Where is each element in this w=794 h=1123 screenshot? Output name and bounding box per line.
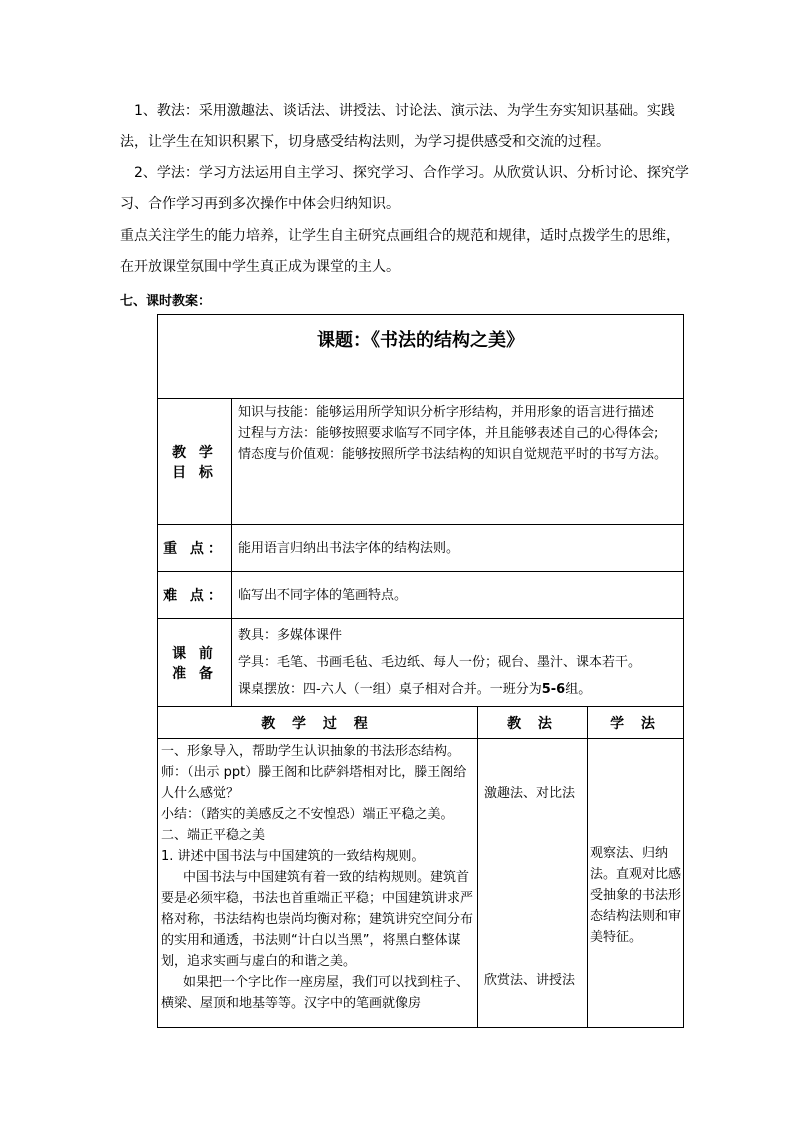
focus-text: 重点关注学生的能力培养，让学生自主研究点画组合的规范和规律，适时点拨学生的思维，在开放课堂氛围中学生真正成为课堂的主人。: [120, 228, 680, 275]
learning-method-text: 2、学法：学习方法运用自主学习、探究学习、合作学习。从欣赏认识、分析讨论、探究学习、合作学习再到多次操作中体会归纳知识。: [120, 165, 689, 212]
process-line: 二、端正平稳之美: [161, 828, 266, 843]
teaching-method-header: 教 法: [478, 707, 588, 739]
lesson-title: 课题：《书法的结构之美》: [158, 315, 684, 399]
goals-label-line2: 目 标: [172, 464, 217, 481]
learning-method-paragraph: [120, 158, 690, 220]
process-header: 教 学 过 程: [158, 707, 478, 739]
preparation-label: [158, 619, 232, 707]
preparation-label-line2: 准 备: [172, 665, 217, 682]
process-content: [158, 739, 478, 1028]
difficulty-text: 临写出不同字体的笔画特点。: [232, 572, 684, 619]
teaching-method-cell: [478, 739, 588, 1028]
learning-method-cell: [588, 739, 684, 1028]
goals-label-line1: 教 学: [172, 444, 217, 461]
process-line: 小结：（踏实的美感反之不安惶恐）端正平稳之美。: [161, 807, 454, 822]
key-point-label: 重 点：: [158, 525, 232, 572]
desk-arrangement: [238, 676, 677, 703]
process-paragraph: 中国书法与中国建筑有着一致的结构规则。建筑首要是必须牢稳，书法也首重端正平稳；中国建筑讲求严格对称，书法结构也崇尚均衡对称；建筑讲究空间分布的实用和通透，书法则“计白以当黑”，将黑白整体谋划，追求实画与虚白的和谐之美。: [161, 870, 474, 969]
learning-method-header: 学 法: [588, 707, 684, 739]
preparation-label-line1: 课 前: [172, 645, 217, 662]
process-paragraph: 如果把一个字比作一座房屋，我们可以找到柱子、横梁、屋顶和地基等等。汉字中的笔画就像房: [161, 975, 470, 1011]
teaching-method-item: 激趣法、对比法: [484, 786, 576, 801]
process-line: 1. 讲述中国书法与中国建筑的一致结构规则。: [161, 849, 425, 864]
teaching-method-text: 1、教法：采用激趣法、谈话法、讲授法、讨论法、演示法、为学生夯实知识基础。实践法，让学生在知识积累下，切身感受结构法则，为学习提供感受和交流的过程。: [120, 103, 675, 150]
desk-suffix: 组。: [565, 682, 592, 697]
teaching-method-paragraph: [120, 96, 690, 158]
teaching-method-item: 欣赏法、讲授法: [484, 973, 576, 988]
teacher-tools: 教具：多媒体课件: [238, 628, 343, 643]
process-line: 师：（出示 ppt）滕王阁和比萨斜塔相对比，滕王阁给人什么感觉？: [161, 765, 467, 801]
difficulty-label: 难 点：: [158, 572, 232, 619]
goals-content: [232, 399, 684, 525]
lesson-plan-table: [157, 314, 684, 1028]
desk-prefix: 课桌摆放：四-六人（一组）桌子相对合并。一班分为: [238, 682, 542, 697]
desk-groups: 5-6: [541, 682, 566, 697]
goal-emotion: 情态度与价值观：能够按照所学书法结构的知识自觉规范平时的书写方法。: [238, 447, 668, 462]
process-line: 一、形象导入，帮助学生认识抽象的书法形态结构。: [161, 744, 461, 759]
goals-label: [158, 399, 232, 525]
goal-process: 过程与方法：能够按照要求临写不同字体，并且能够表述自己的心得体会;: [238, 426, 659, 441]
focus-paragraph: [120, 221, 690, 283]
student-tools: 学具：毛笔、书画毛毡、毛边纸、每人一份；砚台、墨汁、课本若干。: [238, 655, 642, 670]
preparation-content: [232, 619, 684, 707]
learning-method-text: 观察法、归纳法。直观对比感受抽象的书法形态结构法则和审美特征。: [590, 846, 682, 945]
section-heading: 七、课时教案：: [120, 294, 212, 309]
goal-knowledge: 知识与技能：能够运用所学知识分析字形结构，并用形象的语言进行描述: [238, 405, 655, 420]
key-point-text: 能用语言归纳出书法字体的结构法则。: [232, 525, 684, 572]
